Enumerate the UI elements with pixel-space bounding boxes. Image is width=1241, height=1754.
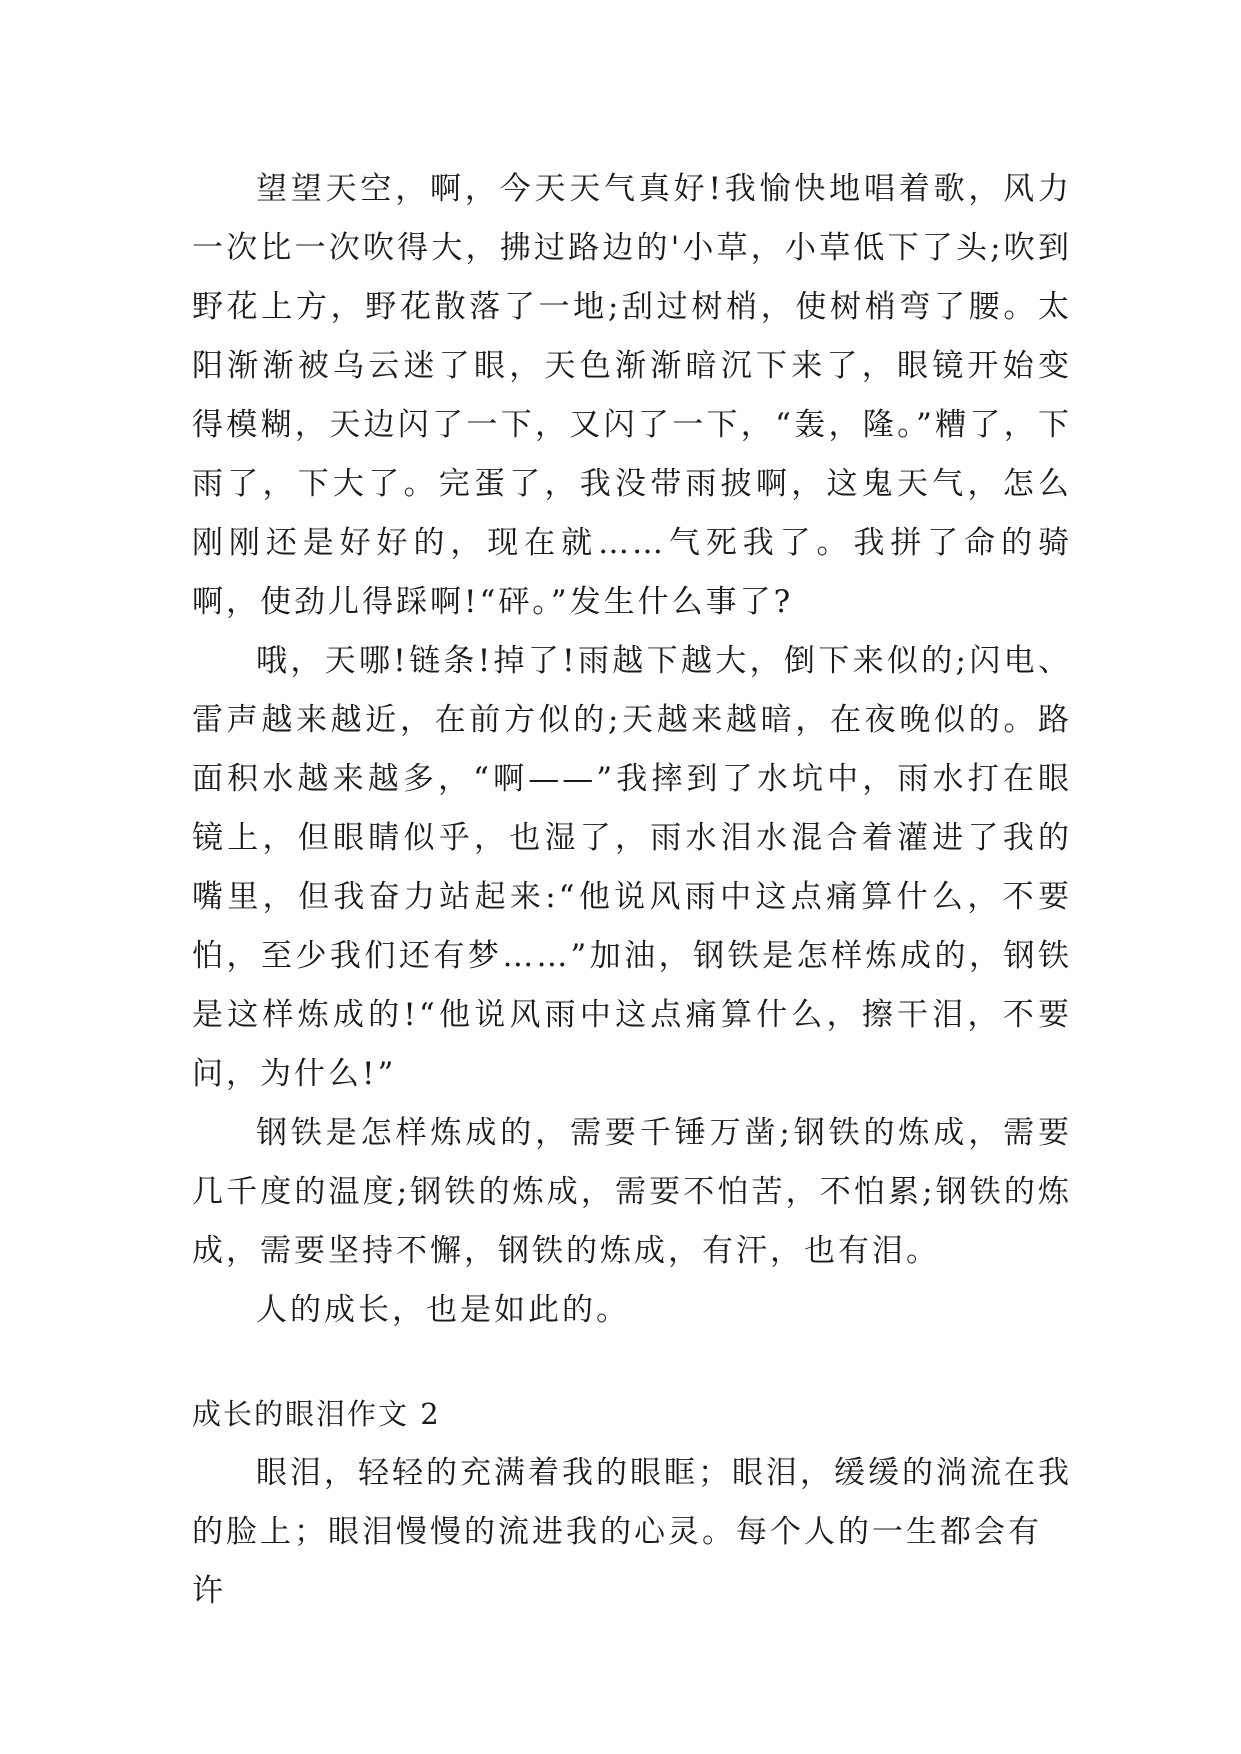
paragraph-1: 望望天空，啊，今天天气真好!我愉快地唱着歌，风力一次比一次吹得大，拂过路边的'小草，小草低下了头;吹到野花上方，野花散落了一地;刮过树梢，使树梢弯了腰。太阳渐渐被乌云迷了眼，天色渐渐暗沉下来了，眼镜开始变得模糊，天边闪了一下，又闪了一下，“轰，隆。”糟了，下雨了，下大了。完蛋了，我没带雨披啊，这鬼天气，怎么刚刚还是好好的，现在就……气死我了。我拼了命的骑啊，使劲儿得踩啊!“砰。”发生什么事了? xyxy=(192,171,1072,620)
document-body xyxy=(192,160,1072,1621)
section-spacer xyxy=(192,1340,1072,1384)
paragraph-5: 眼泪，轻轻的充满着我的眼眶；眼泪，缓缓的淌流在我的脸上；眼泪慢慢的流进我的心灵。每个人的一生都会有许 xyxy=(192,1455,1072,1609)
paragraph-3: 钢铁是怎样炼成的，需要千锤万凿;钢铁的炼成，需要几千度的温度;钢铁的炼成，需要不怕苦，不怕累;钢铁的炼成，需要坚持不懈，钢铁的炼成，有汗，也有泪。 xyxy=(192,1115,1072,1269)
paragraph-4: 人的成长，也是如此的。 xyxy=(256,1292,630,1328)
paragraph-2: 哦，天哪!链条!掉了!雨越下越大，倒下来似的;闪电、雷声越来越近，在前方似的;天越来越暗，在夜晚似的。路面积水越来越多，“啊——”我摔到了水坑中，雨水打在眼镜上，但眼睛似乎，也湿了，雨水泪水混合着灌进了我的嘴里，但我奋力站起来:“他说风雨中这点痛算什么，不要怕，至少我们还有梦……”加油，钢铁是怎样炼成的，钢铁是这样炼成的!“他说风雨中这点痛算什么，擦干泪，不要问，为什么!” xyxy=(192,643,1072,1092)
essay-heading: 成长的眼泪作文 2 xyxy=(192,1397,441,1431)
